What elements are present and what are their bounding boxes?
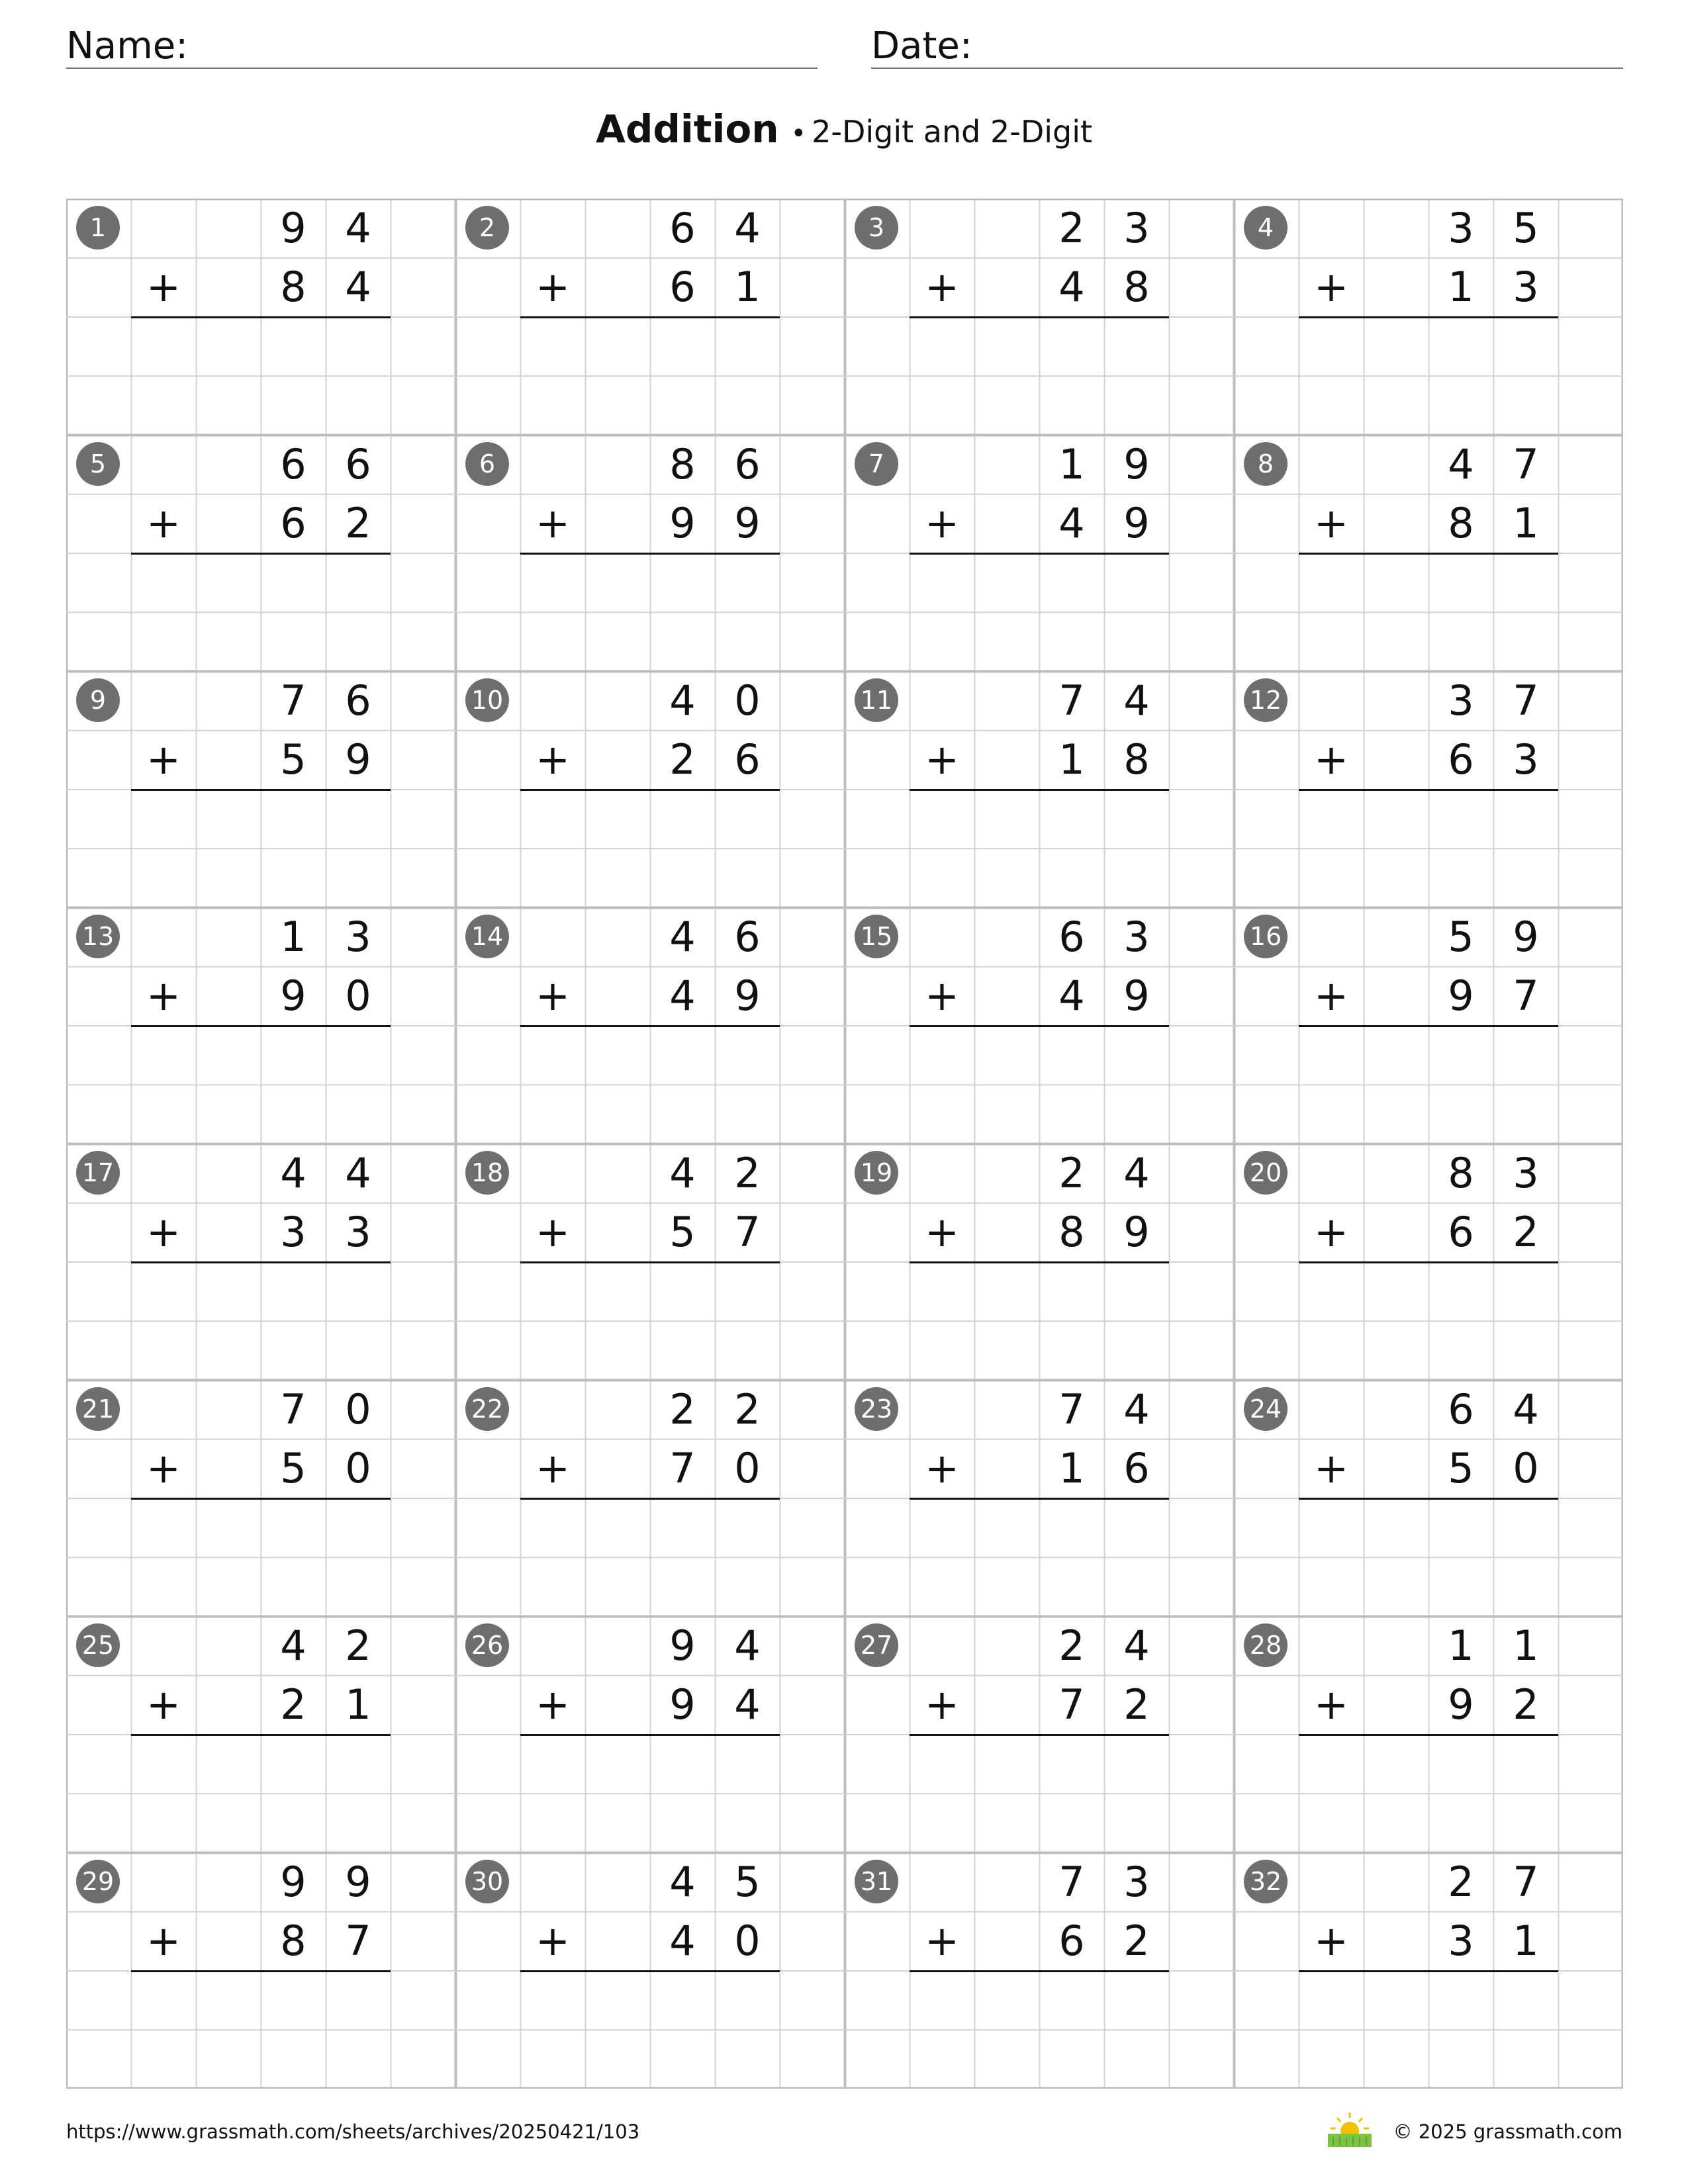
plus-sign: +	[925, 1680, 959, 1729]
date-line[interactable]	[871, 68, 1623, 69]
answer-area[interactable]	[131, 1500, 391, 1614]
plus-sign: +	[536, 735, 570, 784]
top-addend-digit: 7	[1058, 1858, 1085, 1906]
answer-area[interactable]	[520, 1500, 780, 1614]
answer-area[interactable]	[1299, 1736, 1558, 1850]
footer-copyright: © 2025 grassmath.com	[1393, 2120, 1622, 2143]
problem-32	[1234, 1852, 1623, 2089]
problem-number-badge: 28	[1244, 1623, 1288, 1667]
plus-sign: +	[925, 263, 959, 312]
problem-15	[845, 907, 1234, 1144]
answer-area[interactable]	[520, 1972, 780, 2087]
bottom-addend-digit: 1	[1058, 1444, 1085, 1493]
top-addend-digit: 4	[1123, 1621, 1150, 1670]
top-addend-digit: 4	[669, 1149, 696, 1197]
top-addend-digit: 3	[1123, 1858, 1150, 1906]
top-addend-digit: 6	[345, 440, 371, 488]
problem-number-badge: 9	[76, 678, 120, 722]
bottom-addend-digit: 4	[1058, 263, 1085, 312]
answer-area[interactable]	[520, 1736, 780, 1850]
bottom-addend-digit: 6	[1058, 1917, 1085, 1966]
bottom-addend-digit: 9	[1123, 1208, 1150, 1257]
problem-number-badge: 32	[1244, 1860, 1288, 1903]
bottom-addend-digit: 5	[669, 1208, 696, 1257]
answer-area[interactable]	[520, 1263, 780, 1378]
answer-area[interactable]	[520, 555, 780, 669]
bottom-addend-digit: 6	[1123, 1444, 1150, 1493]
answer-area[interactable]	[910, 318, 1169, 433]
bottom-addend-digit: 2	[1123, 1917, 1150, 1966]
bottom-addend-digit: 1	[1513, 499, 1539, 548]
problem-9	[66, 671, 455, 907]
top-addend-digit: 7	[1513, 676, 1539, 725]
top-addend-digit: 4	[280, 1149, 306, 1197]
bottom-addend-digit: 9	[669, 1680, 696, 1729]
problem-number-badge: 10	[465, 678, 509, 722]
top-addend-digit: 2	[734, 1149, 761, 1197]
bottom-addend-digit: 3	[1513, 735, 1539, 784]
problem-8	[1234, 435, 1623, 671]
plus-sign: +	[536, 1444, 570, 1493]
top-addend-digit: 7	[1513, 1858, 1539, 1906]
top-addend-digit: 2	[345, 1621, 371, 1670]
plus-sign: +	[925, 1444, 959, 1493]
plus-sign: +	[146, 499, 181, 548]
answer-area[interactable]	[131, 1736, 391, 1850]
problem-number-badge: 18	[465, 1151, 509, 1195]
bottom-addend-digit: 6	[669, 263, 696, 312]
plus-sign: +	[925, 499, 959, 548]
plus-sign: +	[536, 499, 570, 548]
top-addend-digit: 1	[280, 913, 306, 961]
bottom-addend-digit: 7	[345, 1917, 371, 1966]
plus-sign: +	[925, 1208, 959, 1257]
top-addend-digit: 9	[280, 1858, 306, 1906]
bottom-addend-digit: 0	[345, 1444, 371, 1493]
problem-number-badge: 21	[76, 1387, 120, 1431]
bottom-addend-digit: 2	[1513, 1680, 1539, 1729]
problem-24	[1234, 1380, 1623, 1616]
bottom-addend-digit: 3	[280, 1208, 306, 1257]
top-addend-digit: 9	[345, 1858, 371, 1906]
problem-20	[1234, 1144, 1623, 1380]
top-addend-digit: 2	[1058, 204, 1085, 252]
bottom-addend-digit: 7	[1513, 972, 1539, 1021]
problem-number-badge: 27	[855, 1623, 898, 1667]
problem-6	[455, 435, 845, 671]
plus-sign: +	[1314, 1917, 1348, 1966]
top-addend-digit: 1	[1058, 440, 1085, 488]
problem-number-badge: 15	[855, 915, 898, 958]
bottom-addend-digit: 9	[280, 972, 306, 1021]
top-addend-digit: 4	[1513, 1385, 1539, 1433]
bottom-addend-digit: 8	[1123, 263, 1150, 312]
top-addend-digit: 4	[734, 1621, 761, 1670]
answer-area[interactable]	[910, 1972, 1169, 2087]
bottom-addend-digit: 0	[734, 1444, 761, 1493]
problem-10	[455, 671, 845, 907]
problem-18	[455, 1144, 845, 1380]
top-addend-digit: 2	[1058, 1621, 1085, 1670]
top-addend-digit: 6	[1058, 913, 1085, 961]
bottom-addend-digit: 4	[669, 1917, 696, 1966]
worksheet-title	[0, 106, 1688, 157]
answer-area[interactable]	[1299, 1972, 1558, 2087]
top-addend-digit: 6	[345, 676, 371, 725]
title-subtitle: 2-Digit and 2-Digit	[812, 114, 1093, 150]
plus-sign: +	[1314, 499, 1348, 548]
bottom-addend-digit: 4	[1058, 499, 1085, 548]
top-addend-digit: 2	[1448, 1858, 1474, 1906]
problem-number-badge: 4	[1244, 206, 1288, 250]
top-addend-digit: 4	[280, 1621, 306, 1670]
bottom-addend-digit: 1	[1448, 263, 1474, 312]
bottom-addend-digit: 4	[734, 1680, 761, 1729]
bottom-addend-digit: 0	[345, 972, 371, 1021]
bottom-addend-digit: 9	[1123, 972, 1150, 1021]
bottom-addend-digit: 7	[1058, 1680, 1085, 1729]
top-addend-digit: 0	[345, 1385, 371, 1433]
name-line[interactable]	[66, 68, 818, 69]
title-main: Addition	[595, 107, 779, 152]
plus-sign: +	[146, 1917, 181, 1966]
top-addend-digit: 6	[734, 440, 761, 488]
plus-sign: +	[1314, 1680, 1348, 1729]
plus-sign: +	[146, 735, 181, 784]
top-addend-digit: 9	[669, 1621, 696, 1670]
problem-14	[455, 907, 845, 1144]
bottom-addend-digit: 2	[345, 499, 371, 548]
bottom-addend-digit: 8	[1448, 499, 1474, 548]
problem-27	[845, 1616, 1234, 1852]
top-addend-digit: 3	[1123, 913, 1150, 961]
problem-23	[845, 1380, 1234, 1616]
answer-area[interactable]	[131, 1263, 391, 1378]
bottom-addend-digit: 5	[280, 1444, 306, 1493]
answer-area[interactable]	[910, 1736, 1169, 1850]
bottom-addend-digit: 7	[669, 1444, 696, 1493]
bottom-addend-digit: 6	[734, 735, 761, 784]
problem-number-badge: 17	[76, 1151, 120, 1195]
worksheet-grid	[66, 199, 1623, 2089]
plus-sign: +	[925, 1917, 959, 1966]
problem-11	[845, 671, 1234, 907]
bottom-addend-digit: 9	[1448, 1680, 1474, 1729]
top-addend-digit: 1	[1448, 1621, 1474, 1670]
problem-26	[455, 1616, 845, 1852]
plus-sign: +	[925, 735, 959, 784]
answer-area[interactable]	[131, 791, 391, 905]
answer-area[interactable]	[1299, 791, 1558, 905]
bottom-addend-digit: 0	[1513, 1444, 1539, 1493]
bottom-addend-digit: 9	[1123, 499, 1150, 548]
top-addend-digit: 7	[1058, 676, 1085, 725]
answer-area[interactable]	[910, 1263, 1169, 1378]
plus-sign: +	[536, 1680, 570, 1729]
problem-7	[845, 435, 1234, 671]
bottom-addend-digit: 1	[1513, 1917, 1539, 1966]
plus-sign: +	[536, 1208, 570, 1257]
problem-number-badge: 13	[76, 915, 120, 958]
problem-21	[66, 1380, 455, 1616]
problem-16	[1234, 907, 1623, 1144]
plus-sign: +	[536, 1917, 570, 1966]
plus-sign: +	[1314, 972, 1348, 1021]
problem-number-badge: 19	[855, 1151, 898, 1195]
bottom-addend-digit: 2	[280, 1680, 306, 1729]
plus-sign: +	[146, 972, 181, 1021]
top-addend-digit: 4	[669, 1858, 696, 1906]
plus-sign: +	[536, 972, 570, 1021]
problem-17	[66, 1144, 455, 1380]
bottom-addend-digit: 9	[345, 735, 371, 784]
top-addend-digit: 4	[1448, 440, 1474, 488]
answer-area[interactable]	[1299, 555, 1558, 669]
problem-number-badge: 24	[1244, 1387, 1288, 1431]
answer-area[interactable]	[520, 1027, 780, 1142]
problem-number-badge: 6	[465, 442, 509, 486]
bottom-addend-digit: 5	[1448, 1444, 1474, 1493]
top-addend-digit: 6	[734, 913, 761, 961]
problem-12	[1234, 671, 1623, 907]
problem-28	[1234, 1616, 1623, 1852]
problem-number-badge: 22	[465, 1387, 509, 1431]
bottom-addend-digit: 9	[669, 499, 696, 548]
problem-19	[845, 1144, 1234, 1380]
plus-sign: +	[1314, 735, 1348, 784]
plus-sign: +	[1314, 1444, 1348, 1493]
plus-sign: +	[1314, 1208, 1348, 1257]
problem-number-badge: 25	[76, 1623, 120, 1667]
bottom-addend-digit: 4	[1058, 972, 1085, 1021]
problem-13	[66, 907, 455, 1144]
problem-2	[455, 199, 845, 435]
top-addend-digit: 4	[669, 913, 696, 961]
bottom-addend-digit: 3	[1448, 1917, 1474, 1966]
problem-number-badge: 26	[465, 1623, 509, 1667]
bottom-addend-digit: 1	[734, 263, 761, 312]
top-addend-digit: 4	[345, 204, 371, 252]
top-addend-digit: 7	[1513, 440, 1539, 488]
top-addend-digit: 9	[280, 204, 306, 252]
problem-number-badge: 16	[1244, 915, 1288, 958]
bottom-addend-digit: 4	[345, 263, 371, 312]
answer-area[interactable]	[910, 1027, 1169, 1142]
top-addend-digit: 9	[1123, 440, 1150, 488]
bottom-addend-digit: 2	[1513, 1208, 1539, 1257]
bottom-addend-digit: 6	[1448, 1208, 1474, 1257]
bottom-addend-digit: 9	[1448, 972, 1474, 1021]
bottom-addend-digit: 7	[734, 1208, 761, 1257]
bottom-addend-digit: 8	[1123, 735, 1150, 784]
problem-number-badge: 2	[465, 206, 509, 250]
plus-sign: +	[146, 1208, 181, 1257]
answer-area[interactable]	[910, 1500, 1169, 1614]
bottom-addend-digit: 8	[1058, 1208, 1085, 1257]
answer-area[interactable]	[1299, 1027, 1558, 1142]
bottom-addend-digit: 8	[280, 263, 306, 312]
top-addend-digit: 9	[1513, 913, 1539, 961]
answer-area[interactable]	[520, 791, 780, 905]
problem-number-badge: 7	[855, 442, 898, 486]
top-addend-digit: 2	[734, 1385, 761, 1433]
bottom-addend-digit: 6	[280, 499, 306, 548]
bottom-addend-digit: 2	[669, 735, 696, 784]
top-addend-digit: 4	[1123, 1149, 1150, 1197]
sun-over-grass-icon	[1327, 2111, 1373, 2148]
plus-sign: +	[536, 263, 570, 312]
answer-area[interactable]	[1299, 1263, 1558, 1378]
answer-area[interactable]	[131, 318, 391, 433]
date-label: Date:	[871, 24, 972, 68]
problem-number-badge: 14	[465, 915, 509, 958]
top-addend-digit: 4	[345, 1149, 371, 1197]
top-addend-digit: 7	[280, 1385, 306, 1433]
top-addend-digit: 3	[1448, 204, 1474, 252]
problem-5	[66, 435, 455, 671]
problem-number-badge: 20	[1244, 1151, 1288, 1195]
top-addend-digit: 4	[1123, 676, 1150, 725]
problem-25	[66, 1616, 455, 1852]
top-addend-digit: 6	[280, 440, 306, 488]
problem-22	[455, 1380, 845, 1616]
bottom-addend-digit: 9	[734, 972, 761, 1021]
bottom-addend-digit: 5	[280, 735, 306, 784]
problem-number-badge: 12	[1244, 678, 1288, 722]
bottom-addend-digit: 6	[1448, 735, 1474, 784]
bottom-addend-digit: 8	[280, 1917, 306, 1966]
plus-sign: +	[146, 1680, 181, 1729]
top-addend-digit: 8	[1448, 1149, 1474, 1197]
plus-sign: +	[925, 972, 959, 1021]
problem-30	[455, 1852, 845, 2089]
answer-area[interactable]	[1299, 1500, 1558, 1614]
top-addend-digit: 2	[1058, 1149, 1085, 1197]
bottom-addend-digit: 9	[734, 499, 761, 548]
bottom-addend-digit: 0	[734, 1917, 761, 1966]
bottom-addend-digit: 3	[345, 1208, 371, 1257]
top-addend-digit: 3	[1448, 676, 1474, 725]
top-addend-digit: 1	[1513, 1621, 1539, 1670]
answer-area[interactable]	[1299, 318, 1558, 433]
problem-3	[845, 199, 1234, 435]
top-addend-digit: 7	[1058, 1385, 1085, 1433]
problem-4	[1234, 199, 1623, 435]
top-addend-digit: 3	[1513, 1149, 1539, 1197]
answer-area[interactable]	[131, 1027, 391, 1142]
top-addend-digit: 6	[669, 204, 696, 252]
problem-number-badge: 29	[76, 1860, 120, 1903]
top-addend-digit: 5	[734, 1858, 761, 1906]
problem-31	[845, 1852, 1234, 2089]
answer-area[interactable]	[131, 1972, 391, 2087]
answer-area[interactable]	[910, 791, 1169, 905]
top-addend-digit: 7	[280, 676, 306, 725]
bottom-addend-digit: 4	[669, 972, 696, 1021]
problem-1	[66, 199, 455, 435]
problem-number-badge: 5	[76, 442, 120, 486]
answer-area[interactable]	[910, 555, 1169, 669]
answer-area[interactable]	[131, 555, 391, 669]
problem-number-badge: 11	[855, 678, 898, 722]
problem-number-badge: 31	[855, 1860, 898, 1903]
top-addend-digit: 8	[669, 440, 696, 488]
top-addend-digit: 4	[734, 204, 761, 252]
problem-29	[66, 1852, 455, 2089]
bottom-addend-digit: 1	[345, 1680, 371, 1729]
top-addend-digit: 2	[669, 1385, 696, 1433]
plus-sign: +	[1314, 263, 1348, 312]
top-addend-digit: 4	[1123, 1385, 1150, 1433]
problem-number-badge: 30	[465, 1860, 509, 1903]
problem-number-badge: 23	[855, 1387, 898, 1431]
problem-number-badge: 1	[76, 206, 120, 250]
top-addend-digit: 3	[345, 913, 371, 961]
top-addend-digit: 6	[1448, 1385, 1474, 1433]
title-separator: •	[790, 118, 807, 149]
problem-number-badge: 8	[1244, 442, 1288, 486]
name-label: Name:	[66, 24, 189, 68]
top-addend-digit: 5	[1448, 913, 1474, 961]
footer-url[interactable]: https://www.grassmath.com/sheets/archives/20250421/103	[66, 2120, 640, 2143]
plus-sign: +	[146, 1444, 181, 1493]
plus-sign: +	[146, 263, 181, 312]
top-addend-digit: 5	[1513, 204, 1539, 252]
problem-number-badge: 3	[855, 206, 898, 250]
top-addend-digit: 3	[1123, 204, 1150, 252]
answer-area[interactable]	[520, 318, 780, 433]
top-addend-digit: 0	[734, 676, 761, 725]
top-addend-digit: 4	[669, 676, 696, 725]
bottom-addend-digit: 1	[1058, 735, 1085, 784]
bottom-addend-digit: 2	[1123, 1680, 1150, 1729]
bottom-addend-digit: 3	[1513, 263, 1539, 312]
